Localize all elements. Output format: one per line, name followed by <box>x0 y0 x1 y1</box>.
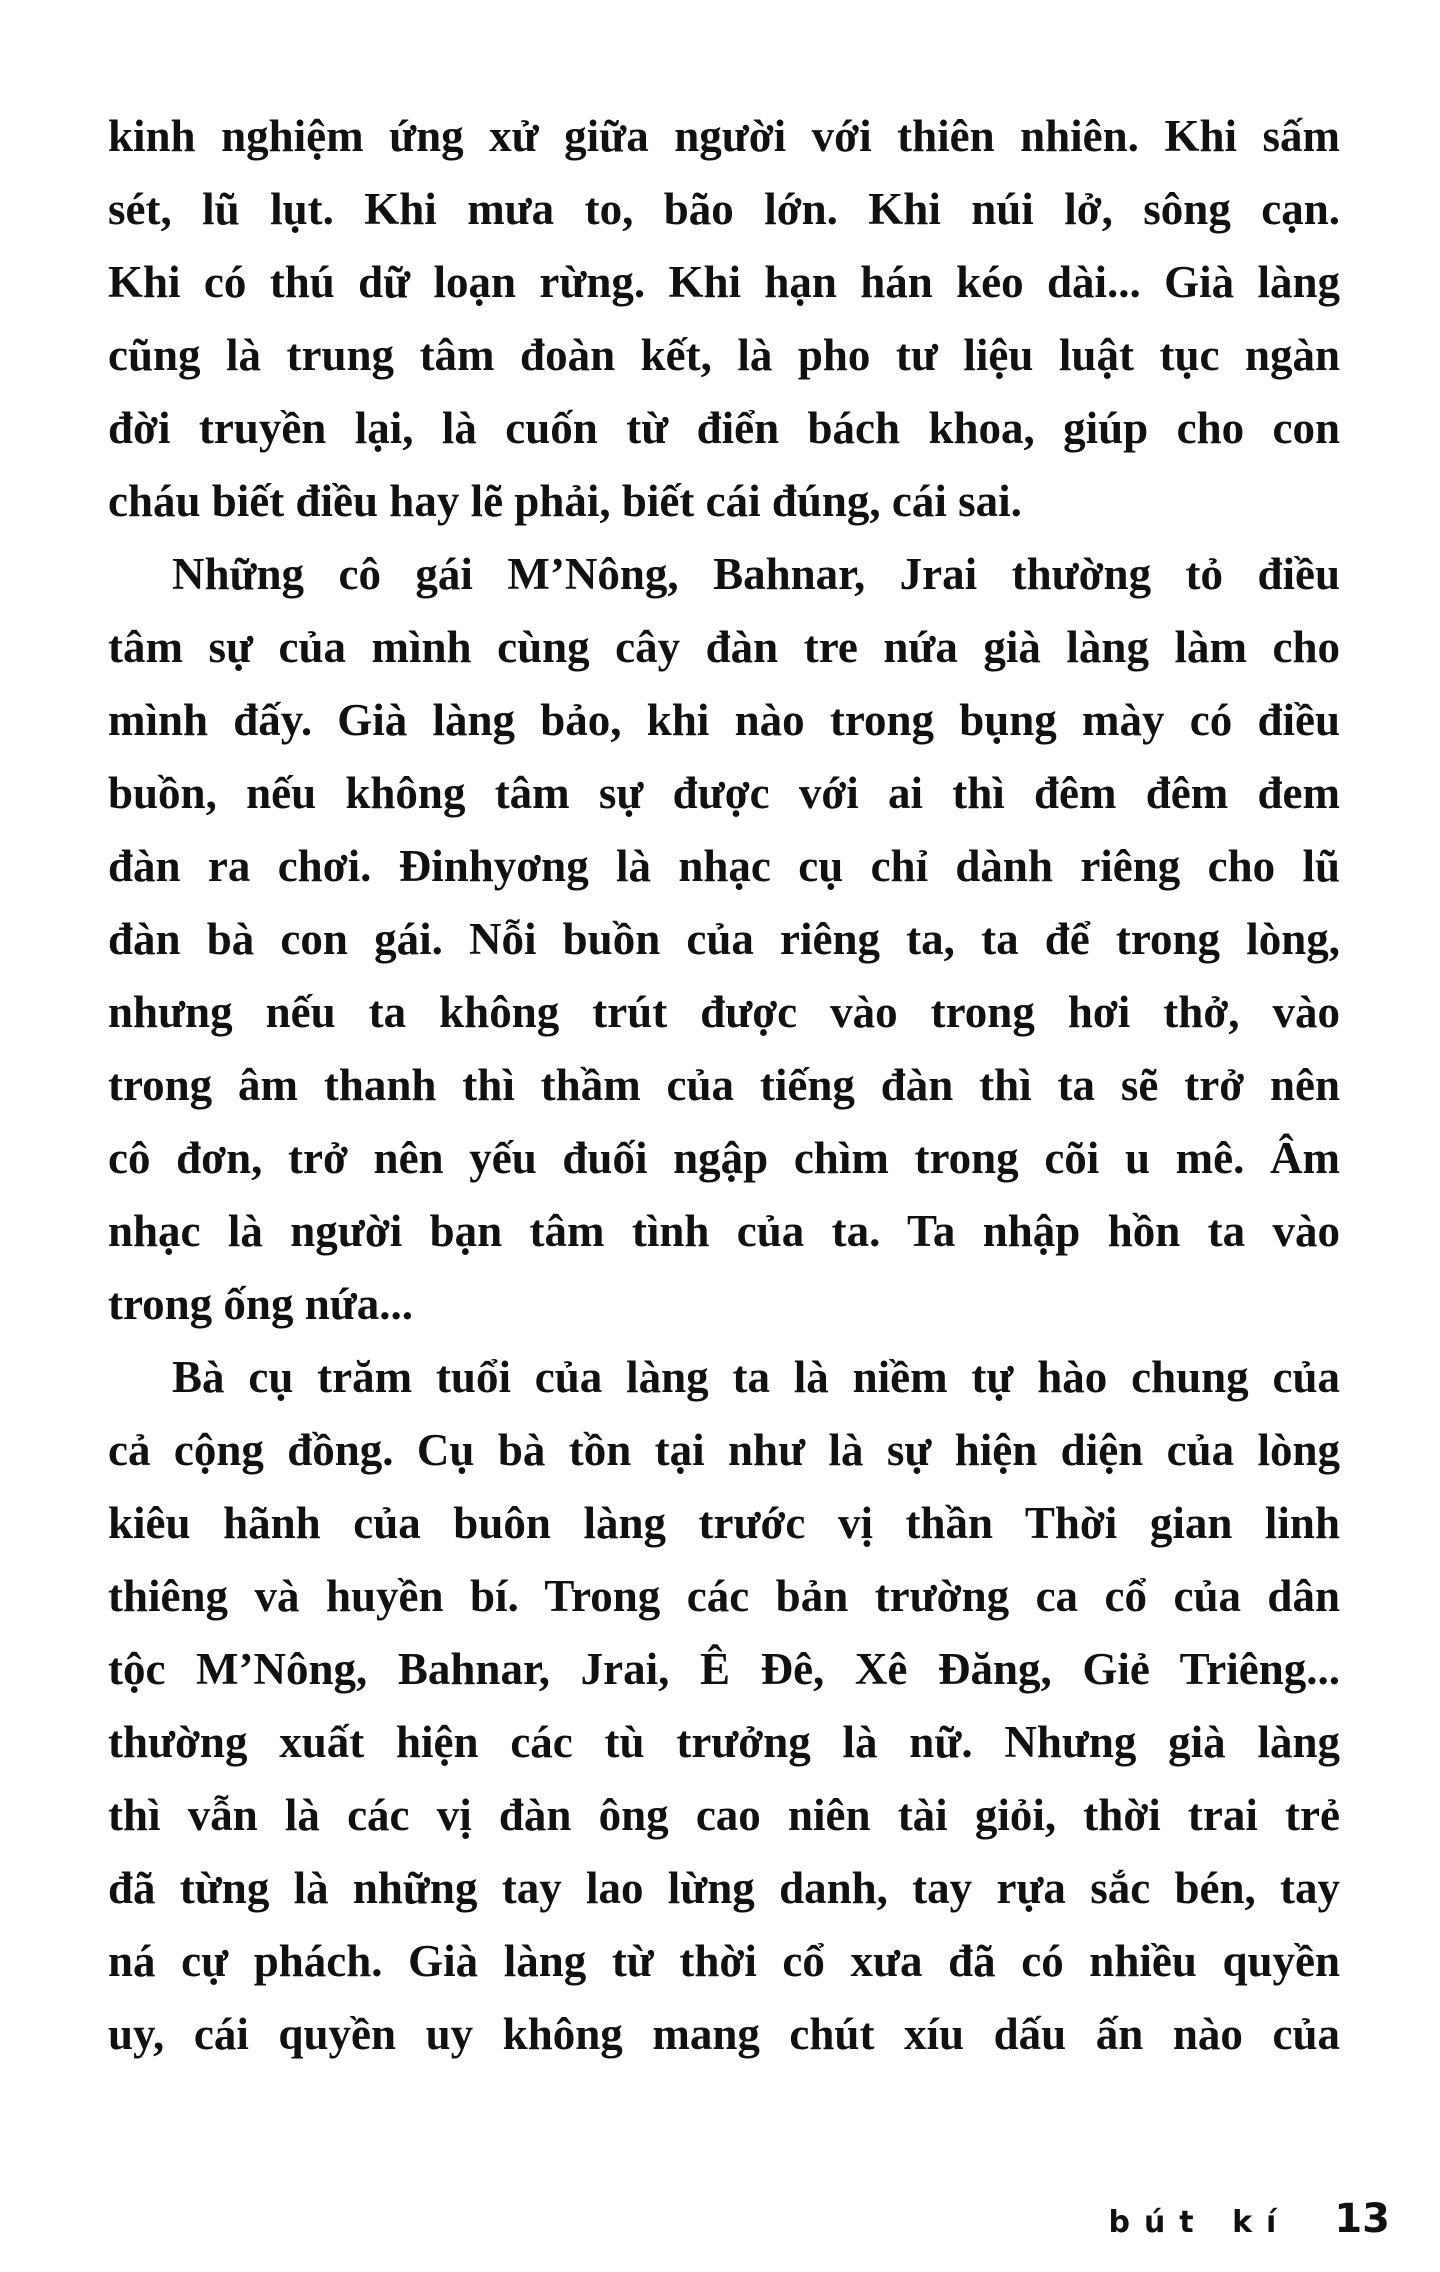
text-line: tộc M’Nông, Bahnar, Jrai, Ê Đê, Xê Đăng, Giẻ Triêng... <box>108 1644 1340 1694</box>
text-line: Khi có thú dữ loạn rừng. Khi hạn hán kéo dài... Già làng <box>108 257 1340 307</box>
text-line: cô đơn, trở nên yếu đuối ngập chìm trong cõi u mê. Âm <box>108 1133 1340 1183</box>
book-page-body <box>108 100 1340 2071</box>
paragraph <box>108 100 1340 538</box>
text-line: trong âm thanh thì thầm của tiếng đàn thì ta sẽ trở nên <box>108 1060 1340 1110</box>
text-line: mình đấy. Già làng bảo, khi nào trong bụng mày có điều <box>108 695 1340 745</box>
text-line: kinh nghiệm ứng xử giữa người với thiên nhiên. Khi sấm <box>108 111 1340 161</box>
text-line: đời truyền lại, là cuốn từ điển bách khoa, giúp cho con <box>108 403 1340 453</box>
text-line: Những cô gái M’Nông, Bahnar, Jrai thường tỏ điều <box>172 549 1340 599</box>
page-footer <box>1108 2196 1390 2242</box>
text-line: cháu biết điều hay lẽ phải, biết cái đúng, cái sai. <box>108 476 1022 526</box>
text-line: thì vẫn là các vị đàn ông cao niên tài giỏi, thời trai trẻ <box>108 1790 1340 1840</box>
running-title: bút kí <box>1108 2205 1291 2240</box>
text-line: tâm sự của mình cùng cây đàn tre nứa già làng làm cho <box>108 622 1340 672</box>
text-line: kiêu hãnh của buôn làng trước vị thần Thời gian linh <box>108 1498 1340 1548</box>
text-line: nhạc là người bạn tâm tình của ta. Ta nhập hồn ta vào <box>108 1206 1340 1256</box>
text-line: trong ống nứa... <box>108 1279 413 1329</box>
paragraph <box>108 1341 1340 2071</box>
text-line: sét, lũ lụt. Khi mưa to, bão lớn. Khi núi lở, sông cạn. <box>108 184 1340 234</box>
text-line: thiêng và huyền bí. Trong các bản trường ca cổ của dân <box>108 1571 1340 1621</box>
page-number: 13 <box>1334 2196 1390 2242</box>
text-line: buồn, nếu không tâm sự được với ai thì đêm đêm đem <box>108 768 1340 818</box>
text-line: thường xuất hiện các tù trưởng là nữ. Nhưng già làng <box>108 1717 1340 1767</box>
text-line: Bà cụ trăm tuổi của làng ta là niềm tự hào chung của <box>172 1352 1340 1402</box>
text-line: ná cự phách. Già làng từ thời cổ xưa đã có nhiều quyền <box>108 1936 1340 1986</box>
text-line: nhưng nếu ta không trút được vào trong hơi thở, vào <box>108 987 1340 1037</box>
paragraph <box>108 538 1340 1341</box>
text-line: đàn ra chơi. Đinhyơng là nhạc cụ chỉ dành riêng cho lũ <box>108 841 1340 891</box>
text-line: đàn bà con gái. Nỗi buồn của riêng ta, ta để trong lòng, <box>108 914 1340 964</box>
text-line: cũng là trung tâm đoàn kết, là pho tư liệu luật tục ngàn <box>108 330 1340 380</box>
text-line: cả cộng đồng. Cụ bà tồn tại như là sự hiện diện của lòng <box>108 1425 1340 1475</box>
text-line: đã từng là những tay lao lừng danh, tay rựa sắc bén, tay <box>108 1863 1340 1913</box>
text-line: uy, cái quyền uy không mang chút xíu dấu ấn nào của <box>108 2009 1340 2059</box>
